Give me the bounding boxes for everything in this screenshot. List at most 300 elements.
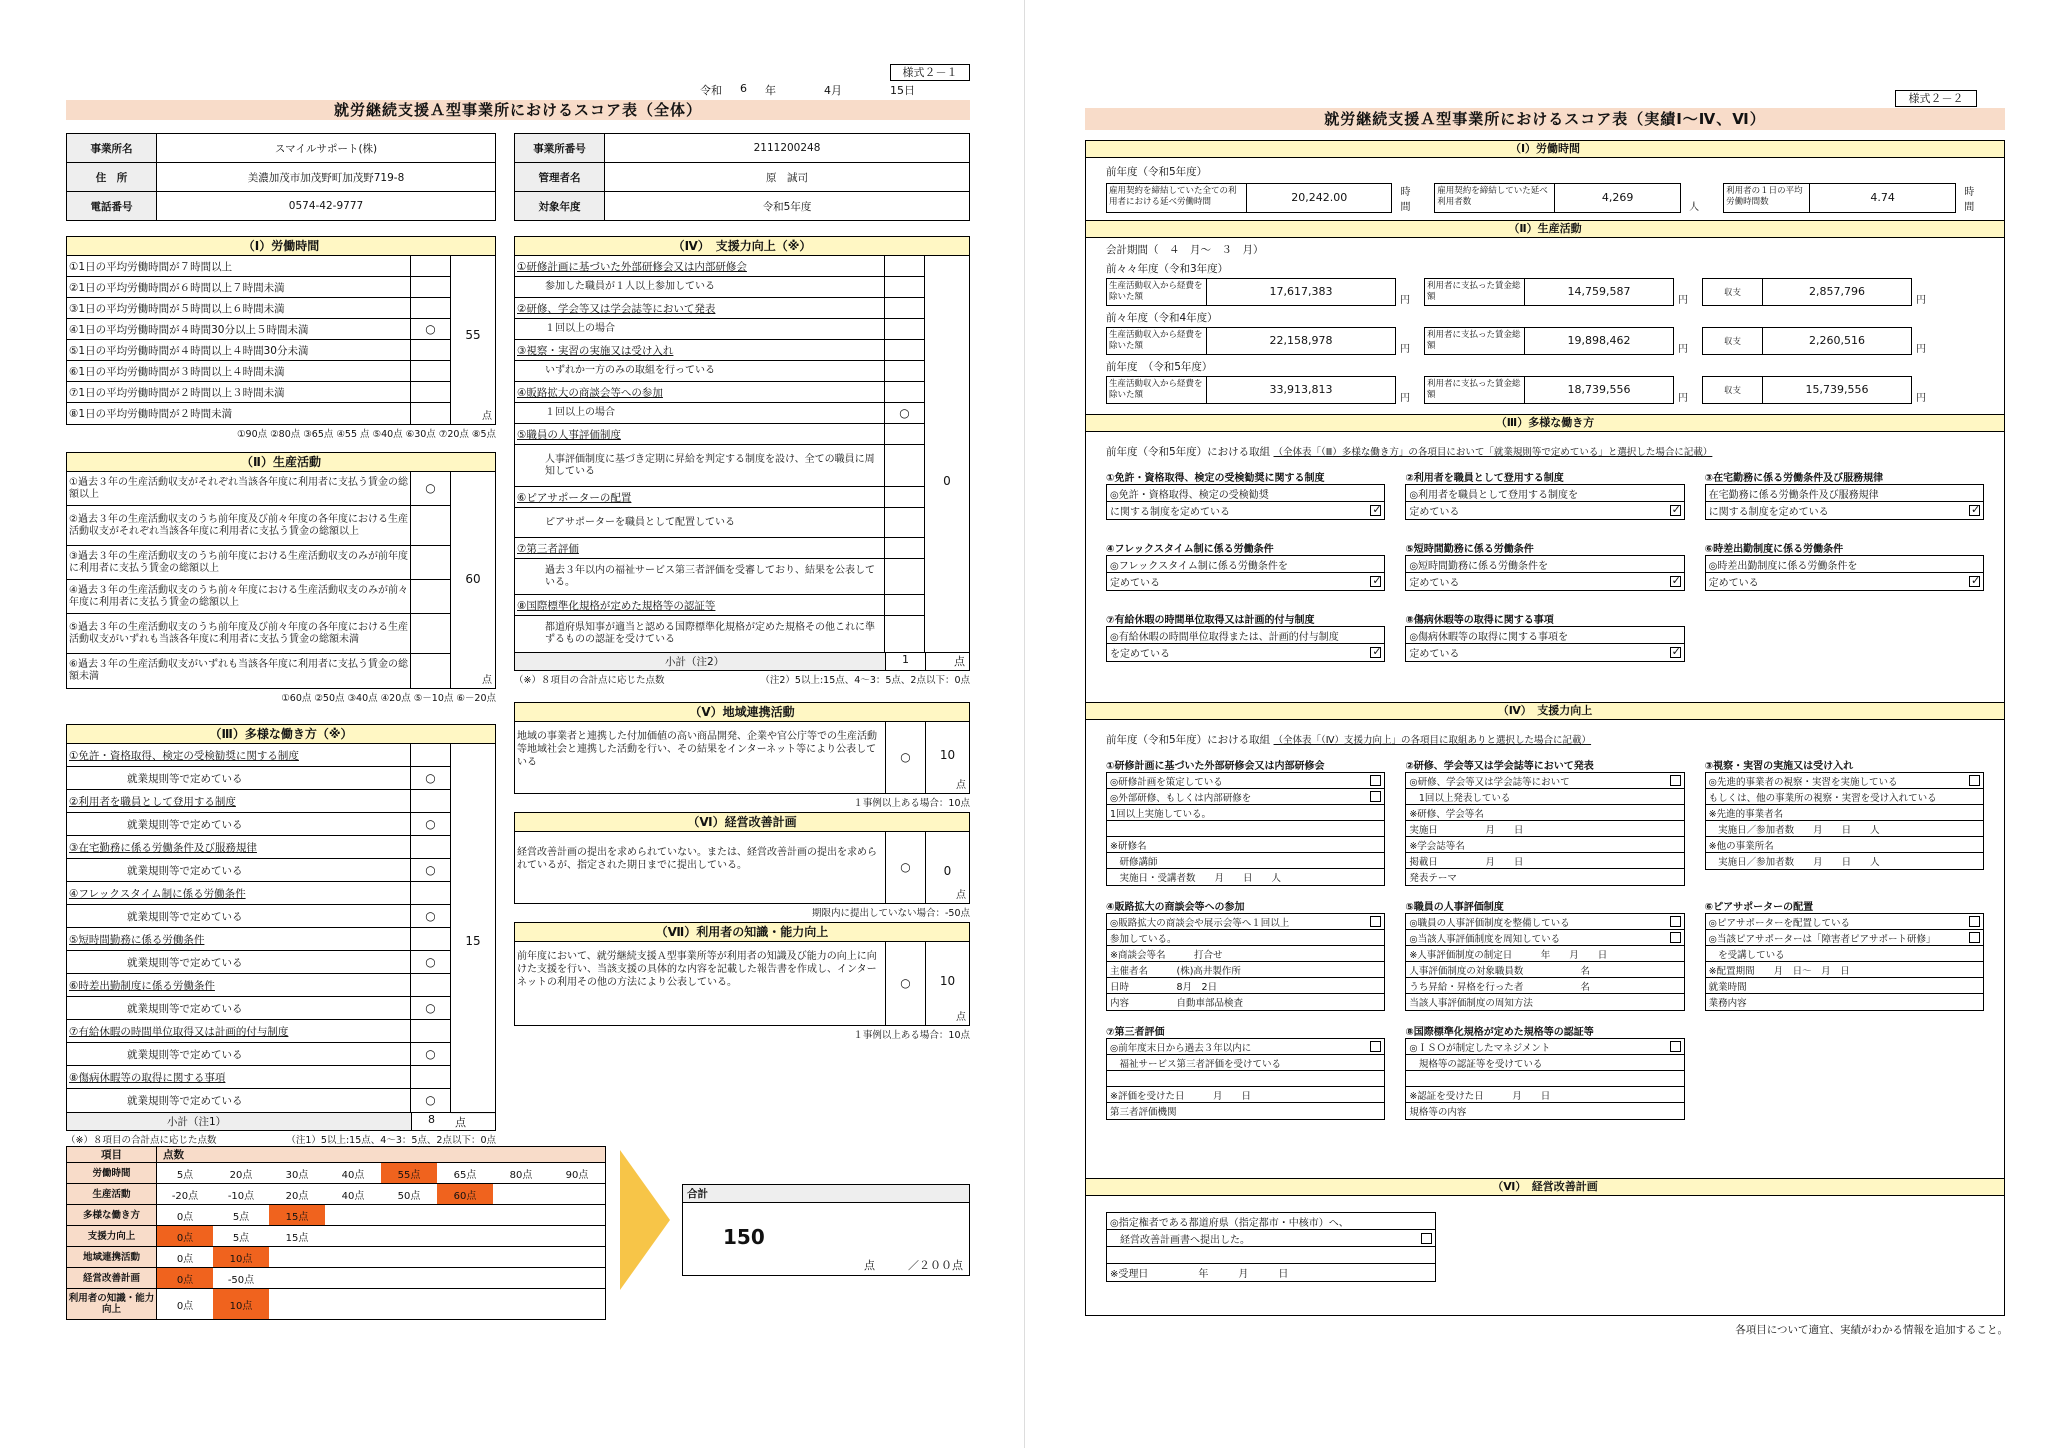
r-s4-grid	[1106, 757, 1984, 1120]
summary-cell: 0点	[176, 1300, 194, 1312]
sec1-item: ③1日の平均労働時間が５時間以上６時間未満	[67, 298, 450, 319]
sec1-items	[67, 256, 451, 424]
sec4-block	[514, 236, 970, 686]
sec6-unit: 点	[956, 890, 966, 901]
sec4-item-row: 人事評価制度に基づき定期に昇給を判定する制度を設け、全ての職員に周知している	[515, 445, 924, 487]
sec3-body	[66, 744, 496, 1113]
sec1-title: （Ⅰ）労働時間	[66, 236, 496, 256]
r-s4-item-box: ◎研修、学会等又は学会誌等において 1回以上発表している ※研修、学会等名 実施日 月 日 ※学会誌等名 掲載日 月 日 発表テーマ	[1405, 772, 1684, 886]
address-value: 美濃加茂市加茂野町加茂野719-8	[157, 163, 496, 192]
sec3-item-heading: ⑦有給休暇の時間単位取得又は計画的付与制度	[67, 1020, 450, 1043]
date-year: 6	[740, 82, 747, 95]
info-table-right	[514, 133, 970, 221]
r-s6-body	[1086, 1196, 2004, 1298]
unit: 円	[1400, 393, 1410, 404]
sec4-items	[515, 256, 925, 652]
checkbox[interactable]	[1969, 916, 1980, 927]
summary-row	[67, 1289, 605, 1319]
sec4-item-heading: ⑤職員の人事評価制度	[515, 424, 924, 445]
r-s4-item-box: ◎ピアサポーターを配置している ◎当該ピアサポーターは「障害者ピアサポート研修」 を受講している ※配置期間 月 日～ 月 日 就業時間 業務内容	[1705, 913, 1984, 1011]
r-s4-item-heading: ②研修、学会等又は学会誌等において発表	[1405, 761, 1594, 772]
sec3-item-row: 就業規則等で定めている ○	[67, 997, 450, 1020]
address-label: 住 所	[67, 163, 157, 192]
sec4-score: 0	[943, 474, 951, 488]
sec7-unit: 点	[956, 1012, 966, 1023]
sec4-item-row: １回以上の場合	[515, 319, 924, 340]
r-s3-item	[1106, 611, 1385, 662]
checkbox[interactable]	[1670, 1041, 1681, 1052]
checkbox-checked[interactable]	[1670, 505, 1681, 516]
checkbox-checked[interactable]	[1670, 647, 1681, 658]
r-s2-year-row	[1106, 376, 1984, 404]
r-s3-item-box: ◎利用者を職員として登用する制度を 定めている ✓	[1405, 484, 1684, 520]
sec5-note: １事例以上ある場合：10点	[853, 798, 970, 809]
summary-row	[67, 1163, 605, 1184]
sec4-item-row: いずれか一方のみの取組を行っている	[515, 361, 924, 382]
sec4-item-row: 都道府県知事が適当と認める国際標準化規格が定めた規格その他これに準ずるものの認証を受けている	[515, 616, 924, 652]
sec4-item-row: １回以上の場合 ○	[515, 403, 924, 424]
r-s3-intro: 前年度（令和5年度）における取組	[1106, 446, 1271, 458]
r-s3-body	[1086, 432, 2004, 702]
sec3-unit: 点	[451, 1114, 495, 1130]
r-s6-line: 経営改善計画書へ提出した。	[1107, 1230, 1435, 1247]
summary-cell: 5点	[232, 1232, 250, 1244]
sec4-item-heading: ⑦第三者評価	[515, 538, 924, 559]
sec7-text: 前年度において、就労継続支援Ａ型事業所等が利用者の知識及び能力の向上に向けた支援を行い、当該支援の具体的な内容を記載した報告書を作成し、インターネットの利用その他の方法により公表している。	[517, 951, 877, 988]
summary-cell: 0点	[157, 1226, 213, 1246]
checkbox[interactable]	[1370, 916, 1381, 927]
r-s3-item-box: 在宅勤務に係る労働条件及び服務規律 に関する制度を定めている ✓	[1705, 484, 1984, 520]
r-s1-values	[1106, 183, 1984, 213]
sec4-note-right: （注2）5以上:15点、4～3：5点、2点以下：0点	[760, 675, 970, 686]
sec3-item-heading: ⑧傷病休暇等の取得に関する事項	[67, 1066, 450, 1089]
unit: 円	[1678, 295, 1688, 306]
r-s4-intro-small: （全体表「（Ⅳ）支援力向上」の各項目に取組ありと選択した場合に記載）	[1273, 735, 1592, 746]
sec7-body	[514, 942, 970, 1026]
sec3-note-right: （注1）5以上:15点、4～3：5点、2点以下：0点	[286, 1135, 496, 1146]
sec4-subtotal-value: 1	[885, 653, 925, 670]
right-page	[1024, 0, 2048, 1448]
sec2-unit: 点	[482, 675, 492, 686]
sec4-item-heading: ⑧国際標準化規格が定めた規格等の認証等	[515, 595, 924, 616]
sec1-item: ⑥1日の平均労働時間が３時間以上４時間未満	[67, 361, 450, 382]
r-s1-b: 雇用契約を締結していた延べ利用者数 4,269	[1434, 183, 1681, 213]
sec2-item: ⑤過去３年の生産活動収支のうち前年度及び前々年度の各年度における生産活動収支がいずれも当該各年度に利用者に支払う賃金の総額未満	[67, 614, 450, 654]
sec4-item-row: 参加した職員が１人以上参加している	[515, 277, 924, 298]
sec1-unit: 点	[482, 411, 492, 422]
r-s2-b: 利用者に支払った賃金総額 18,739,556	[1424, 376, 1674, 404]
summary-cell: 15点	[269, 1205, 325, 1225]
info-table-left	[66, 133, 496, 221]
office-value: スマイルサポート(株)	[157, 134, 496, 163]
sec4-item-heading: ③視察・実習の実施又は受け入れ	[515, 340, 924, 361]
sec7-score: 10	[939, 974, 956, 988]
sec3-item-row: 就業規則等で定めている ○	[67, 1089, 450, 1112]
r-s4-item	[1405, 757, 1684, 886]
summary-row	[67, 1184, 605, 1205]
office-label: 事業所名	[67, 134, 157, 163]
sec3-item-heading: ②利用者を職員として登用する制度	[67, 790, 450, 813]
unit: 円	[1678, 393, 1688, 404]
total-suffix: 点 ／２００点	[864, 1259, 963, 1272]
summary-cell: 40点	[341, 1190, 365, 1202]
r-s2-year-label: 前々年度（令和4年度）	[1106, 312, 1218, 324]
sec1-score: 55	[465, 328, 481, 342]
r-s4-item-box: ◎職員の人事評価制度を整備している ◎当該人事評価制度を周知している ※人事評価制度の制定日 年 月 日 人事評価制度の対象職員数 名 うち昇給・昇格を行った者 名 当該人事評価制度の周知方法	[1405, 913, 1684, 1011]
r-s4-body	[1086, 720, 2004, 1178]
r-s4-item-heading: ①研修計画に基づいた外部研修会又は内部研修会	[1106, 761, 1325, 772]
sec5-text: 地域の事業者と連携した付加価値の高い商品開発、企業や官公庁等での生産活動等地域社会と連携した活動を行い、その結果をインターネット等により公表している	[517, 731, 877, 768]
number-label: 事業所番号	[515, 134, 605, 163]
sec3-subtotal-label: 小計（注1）	[167, 1116, 227, 1128]
sec4-notes	[514, 672, 970, 686]
sec2-item: ①過去３年の生産活動収支がそれぞれ当該各年度に利用者に支払う賃金の総額以上 ○	[67, 472, 450, 506]
summary-row-label: 生産活動	[67, 1184, 157, 1204]
r-s3-item-heading: ③在宅勤務に係る労働条件及び服務規律	[1704, 473, 1884, 484]
r-s2-b: 利用者に支払った賃金総額 19,898,462	[1424, 327, 1674, 355]
summary-cell: -10点	[227, 1190, 255, 1202]
sec4-item-heading: ⑥ピアサポーターの配置	[515, 487, 924, 508]
form-date	[700, 82, 915, 98]
r-s3-item-box: ◎傷病休暇等の取得に関する事項を 定めている ✓	[1405, 626, 1684, 662]
r-s6-line: ※受理日 年 月 日	[1110, 1269, 1289, 1280]
year-label: 対象年度	[515, 192, 605, 221]
sec1-item: ②1日の平均労働時間が６時間以上７時間未満	[67, 277, 450, 298]
r-s6-box	[1106, 1212, 1436, 1282]
r-s2-title: （Ⅱ）生産活動	[1086, 220, 2004, 238]
r-s2-c: 収支 2,857,796	[1702, 278, 1912, 306]
sec3-item-heading: ①免許・資格取得、検定の受検勧奨に関する制度	[67, 744, 450, 767]
r-s4-intro: 前年度（令和5年度）における取組	[1106, 734, 1271, 746]
summary-cell: 15点	[285, 1232, 309, 1244]
r-s4-item-heading: ③視察・実習の実施又は受け入れ	[1704, 761, 1854, 772]
sec5-score-col	[925, 722, 969, 793]
manager-value: 原 誠司	[605, 163, 970, 192]
r-s4-item	[1405, 1023, 1684, 1120]
checkbox[interactable]	[1670, 932, 1681, 943]
r-s2-a: 生産活動収入から経費を除いた額 17,617,383	[1106, 278, 1396, 306]
checkbox-checked[interactable]	[1969, 576, 1980, 587]
summary-cell: -20点	[171, 1190, 199, 1202]
r-s4-item-heading: ④販路拡大の商談会等への参加	[1106, 902, 1245, 913]
checkbox[interactable]	[1421, 1233, 1432, 1244]
r-s4-title: （Ⅳ） 支援力向上	[1086, 702, 2004, 720]
r-s4-item	[1705, 757, 1984, 886]
sec5-unit: 点	[956, 780, 966, 791]
right-footer: 各項目について適宜、実績がわかる情報を追加すること。	[1735, 1324, 2008, 1336]
r-s3-item-box: ◎時差出勤制度に係る労働条件を 定めている ✓	[1705, 555, 1984, 591]
phone-value: 0574-42-9777	[157, 192, 496, 221]
summary-row	[67, 1205, 605, 1226]
sec1-body	[66, 256, 496, 425]
summary-row-label: 労働時間	[67, 1163, 157, 1183]
sec4-title: （Ⅳ） 支援力向上（※）	[514, 236, 970, 256]
sec3-notes	[66, 1132, 496, 1146]
sec3-item-row: 就業規則等で定めている ○	[67, 905, 450, 928]
sec2-note: ①60点 ②50点 ③40点 ④20点 ⑤－10点 ⑥－20点	[281, 693, 496, 704]
r-s3-item-heading: ⑧傷病休暇等の取得に関する事項	[1405, 615, 1554, 626]
summary-cell: 65点	[453, 1169, 477, 1181]
unit: 円	[1678, 344, 1688, 355]
summary-cell: 80点	[509, 1169, 533, 1181]
r-s4-item	[1405, 898, 1684, 1011]
sec2-score: 60	[465, 572, 481, 586]
summary-table	[66, 1146, 606, 1320]
arrow-shape	[620, 1150, 670, 1290]
summary-cell: 10点	[213, 1289, 269, 1319]
sec1-item: ①1日の平均労働時間が７時間以上	[67, 256, 450, 277]
sec3-item-heading: ④フレックスタイム制に係る労働条件	[67, 882, 450, 905]
r-s4-item-heading: ⑥ピアサポーターの配置	[1704, 902, 1814, 913]
summary-col2: 点数	[163, 1149, 184, 1161]
r-s2-years	[1106, 261, 1984, 404]
r-s6-line	[1107, 1247, 1435, 1264]
sec6-score: 0	[943, 864, 952, 878]
r-s1-title: （Ⅰ）労働時間	[1086, 141, 2004, 158]
sec6-title: （Ⅵ）経営改善計画	[514, 812, 970, 832]
sec4-item-heading: ④販路拡大の商談会等への参加	[515, 382, 924, 403]
r-s3-item-heading: ①免許・資格取得、検定の受検勧奨に関する制度	[1106, 473, 1325, 484]
checkbox-checked[interactable]	[1370, 647, 1381, 658]
date-month: 4月	[824, 84, 842, 97]
unit: 円	[1916, 344, 1926, 355]
r-s4-item-box: ◎ＩＳＯが制定したマネジメント 規格等の認証等を受けている ※認証を受けた日 月 日 規格等の内容	[1405, 1038, 1684, 1120]
summary-row	[67, 1268, 605, 1289]
r-s4-item-heading: ⑤職員の人事評価制度	[1405, 902, 1504, 913]
r-s1-a: 雇用契約を締結していた全ての利用者における延べ労働時間 20,242.00	[1106, 183, 1392, 213]
sec4-item-row: ピアサポーターを職員として配置している	[515, 508, 924, 538]
r-s3-item-box: ◎フレックスタイム制に係る労働条件を 定めている ✓	[1106, 555, 1385, 591]
sec4-subtotal-label: 小計（注2）	[665, 656, 725, 668]
total-value: 150	[723, 1225, 765, 1249]
r-s4-item	[1106, 1023, 1385, 1120]
number-value: 2111200248	[605, 134, 970, 163]
sec2-score-col	[451, 472, 495, 688]
summary-cell: 5点	[176, 1169, 194, 1181]
phone-label: 電話番号	[67, 192, 157, 221]
sec2-items	[67, 472, 451, 688]
sec3-score: 15	[465, 934, 481, 948]
r-s3-item-box: ◎短時間勤務に係る労働条件を 定めている ✓	[1405, 555, 1684, 591]
r-s3-item-heading: ⑦有給休暇の時間単位取得又は計画的付与制度	[1106, 615, 1315, 626]
sec4-score-col	[925, 256, 969, 652]
unit: 円	[1400, 344, 1410, 355]
r-s4-intro-line	[1106, 732, 1984, 747]
sec5-mark: ○	[885, 722, 925, 793]
summary-header	[67, 1147, 605, 1163]
r-s2-year-label: 前々々年度（令和3年度）	[1106, 263, 1229, 275]
right-title: 就労継続支援Ａ型事業所におけるスコア表（実績Ⅰ～Ⅳ、Ⅵ）	[1085, 108, 2005, 130]
sec3-item-row: 就業規則等で定めている ○	[67, 813, 450, 836]
r-s2-a: 生産活動収入から経費を除いた額 33,913,813	[1106, 376, 1396, 404]
sec2-item: ③過去３年の生産活動収支のうち前年度における生産活動収支のみが前年度に利用者に支払う賃金の総額以上	[67, 546, 450, 580]
checkbox[interactable]	[1969, 932, 1980, 943]
r-s3-intro-line	[1106, 444, 1984, 459]
r-s4-item	[1106, 757, 1385, 886]
summary-row	[67, 1226, 605, 1247]
r-s3-item	[1106, 540, 1385, 591]
sec4-note-left: （※）８項目の合計点に応じた点数	[514, 675, 665, 686]
r-s3-item	[1705, 469, 1984, 520]
sec3-title: （Ⅲ）多様な働き方（※）	[66, 724, 496, 744]
sec2-item: ④過去３年の生産活動収支のうち前々年度における生産活動収支のみが前々年度に利用者に支払う賃金の総額以上	[67, 580, 450, 614]
r-s3-item	[1405, 611, 1684, 662]
r-s4-item	[1705, 898, 1984, 1011]
r-s3-item-box: ◎有給休暇の時間単位取得または、計画的付与制度 を定めている ✓	[1106, 626, 1385, 662]
sec3-item-heading: ③在宅勤務に係る労働条件及び服務規律	[67, 836, 450, 859]
summary-cell: 0点	[157, 1268, 213, 1288]
sec6-body	[514, 832, 970, 904]
summary-cell: 30点	[285, 1169, 309, 1181]
form-id-tag: 様式２－１	[890, 64, 970, 81]
left-title: 就労継続支援Ａ型事業所におけるスコア表（全体）	[66, 100, 970, 120]
summary-rows	[67, 1163, 605, 1319]
sec4-item-row: 過去３年以内の福祉サービス第三者評価を受審しており、結果を公表している。	[515, 559, 924, 595]
sec3-items	[67, 744, 451, 1112]
sec4-unit: 点	[925, 653, 969, 670]
r-s3-item	[1405, 469, 1684, 520]
r-s2-year-row	[1106, 278, 1984, 306]
unit: 円	[1916, 393, 1926, 404]
sec6-text: 経営改善計画の提出を求められていない。または、経営改善計画の提出を求められているが、指定された期日までに提出している。	[517, 847, 877, 871]
sec4-body	[514, 256, 970, 653]
r-s4-item-heading: ⑧国際標準化規格が定めた規格等の認証等	[1405, 1027, 1594, 1038]
r-s4-item-box: ◎研修計画を策定している ◎外部研修、もしくは内部研修を 1回以上実施している。 ※研修名 研修講師 実施日・受講者数 月 日 人	[1106, 772, 1385, 886]
year-value: 令和5年度	[605, 192, 970, 221]
summary-cell: 55点	[381, 1163, 437, 1183]
checkbox[interactable]	[1670, 916, 1681, 927]
sec3-item-heading: ⑤短時間勤務に係る労働条件	[67, 928, 450, 951]
r-s2-period: 会計期間（ ４ 月～ ３ 月）	[1106, 244, 1264, 256]
date-era: 令和	[700, 84, 722, 97]
sec3-block	[66, 724, 496, 1146]
r-s1-c: 利用者の１日の平均労働時間数 4.74	[1723, 183, 1956, 213]
summary-col1: 項目	[67, 1147, 157, 1162]
sec5-title: （Ⅴ）地域連携活動	[514, 702, 970, 722]
summary-cell: 0点	[176, 1253, 194, 1265]
sec5-score: 10	[939, 748, 956, 762]
r-s6-title: （Ⅵ） 経営改善計画	[1086, 1178, 2004, 1196]
right-form-id-tag: 様式２－２	[1895, 90, 1977, 107]
right-frame	[1085, 140, 2005, 1316]
r-s3-title: （Ⅲ）多様な働き方	[1086, 414, 2004, 432]
sec4-subtotal-row	[514, 653, 970, 671]
checkbox[interactable]	[1370, 775, 1381, 786]
sec4-item-heading: ①研修計画に基づいた外部研修会又は内部研修会	[515, 256, 924, 277]
summary-cell: 40点	[341, 1169, 365, 1181]
r-s2-year-row	[1106, 327, 1984, 355]
r-s1-a-unit: 時間	[1400, 187, 1411, 213]
date-year-unit: 年	[765, 84, 776, 97]
r-s1-b-unit: 人	[1689, 202, 1700, 213]
sec3-subtotal-row	[66, 1113, 496, 1131]
sec1-item: ④1日の平均労働時間が４時間30分以上５時間未満 ○	[67, 319, 450, 340]
summary-cell: 20点	[285, 1190, 309, 1202]
sec6-note: 期限内に提出していない場合：-50点	[811, 908, 970, 919]
sec7-block	[514, 922, 970, 1041]
summary-cell: 10点	[213, 1247, 269, 1267]
checkbox-checked[interactable]	[1670, 576, 1681, 587]
r-s3-item-heading: ⑤短時間勤務に係る労働条件	[1405, 544, 1534, 555]
r-s2-c: 収支 2,260,516	[1702, 327, 1912, 355]
sec7-score-col	[925, 942, 969, 1025]
summary-cell: 90点	[565, 1169, 589, 1181]
summary-cell: 60点	[437, 1184, 493, 1204]
r-s3-item-heading: ⑥時差出勤制度に係る労働条件	[1704, 544, 1844, 555]
sec2-title: （Ⅱ）生産活動	[66, 452, 496, 472]
sec7-title: （Ⅶ）利用者の知識・能力向上	[514, 922, 970, 942]
total-box	[682, 1184, 970, 1276]
unit: 円	[1916, 295, 1926, 306]
sec4-item-heading: ②研修、学会等又は学会誌等において発表	[515, 298, 924, 319]
summary-cell: 50点	[397, 1190, 421, 1202]
r-s3-item-heading: ②利用者を職員として登用する制度	[1405, 473, 1564, 484]
checkbox-checked[interactable]	[1969, 505, 1980, 516]
r-s3-intro-small: （全体表「（Ⅲ）多様な働き方」の各項目において「就業規則等で定めている」と選択した場合に記載）	[1273, 447, 1713, 458]
r-s1-c-unit: 時間	[1964, 187, 1975, 213]
r-s2-b: 利用者に支払った賃金総額 14,759,587	[1424, 278, 1674, 306]
summary-cell: 5点	[232, 1211, 250, 1223]
date-day: 15日	[890, 84, 915, 97]
summary-row	[67, 1247, 605, 1268]
r-s3-item-box: ◎免許・資格取得、検定の受検勧奨 に関する制度を定めている ✓	[1106, 484, 1385, 520]
sec2-item: ⑥過去３年の生産活動収支がいずれも当該各年度に利用者に支払う賃金の総額未満	[67, 654, 450, 688]
summary-cell: 20点	[229, 1169, 253, 1181]
unit: 円	[1400, 295, 1410, 306]
sec3-item-row: 就業規則等で定めている ○	[67, 767, 450, 790]
r-s3-item-heading: ④フレックスタイム制に係る労働条件	[1106, 544, 1274, 555]
sec1-item: ⑤1日の平均労働時間が４時間以上４時間30分未満	[67, 340, 450, 361]
sec3-subtotal-value: 8	[411, 1113, 451, 1130]
sec7-mark: ○	[885, 942, 925, 1025]
sec2-body	[66, 472, 496, 689]
r-s4-item-box: ◎先進的事業者の視察・実習を実施している もしくは、他の事業所の視察・実習を受け入れている ※先進的事業者名 実施日／参加者数 月 日 人 ※他の事業所名 実施日／参加者数 月 日 人	[1705, 772, 1984, 870]
sec6-score-col	[925, 832, 969, 903]
sec1-score-col	[451, 256, 495, 424]
r-s1-body	[1086, 158, 2004, 220]
checkbox-checked[interactable]	[1370, 505, 1381, 516]
sec1-block	[66, 236, 496, 440]
r-s3-item	[1106, 469, 1385, 520]
checkbox-checked[interactable]	[1370, 576, 1381, 587]
sec3-item-row: 就業規則等で定めている ○	[67, 859, 450, 882]
checkbox[interactable]	[1969, 775, 1980, 786]
sec5-block	[514, 702, 970, 809]
summary-cell: 0点	[176, 1211, 194, 1223]
manager-label: 管理者名	[515, 163, 605, 192]
r-s4-item-heading: ⑦第三者評価	[1106, 1027, 1165, 1038]
r-s4-item-box: ◎販路拡大の商談会や展示会等へ１回以上 参加している。 ※商談会等名 打合せ 主催者名 (株)高井製作所 日時 8月 2日 内容 自動車部品検査	[1106, 913, 1385, 1011]
sec2-block	[66, 452, 496, 704]
checkbox[interactable]	[1670, 775, 1681, 786]
checkbox[interactable]	[1370, 1041, 1381, 1052]
summary-row-label: 支援力向上	[67, 1226, 157, 1246]
summary-row-label: 利用者の知識・能力向上	[67, 1289, 157, 1319]
total-label: 合計	[683, 1185, 969, 1203]
r-s2-c: 収支 15,739,556	[1702, 376, 1912, 404]
r-s1-year: 前年度（令和5年度）	[1106, 166, 1208, 178]
sec3-item-heading: ⑥時差出勤制度に係る労働条件	[67, 974, 450, 997]
summary-row-label: 経営改善計画	[67, 1268, 157, 1288]
summary-row-label: 地域連携活動	[67, 1247, 157, 1267]
r-s3-item	[1405, 540, 1684, 591]
r-s4-item-box: ◎前年度末日から過去３年以内に 福祉サービス第三者評価を受けている ※評価を受けた日 月 日 第三者評価機関	[1106, 1038, 1385, 1120]
sec1-item: ⑧1日の平均労働時間が２時間未満	[67, 403, 450, 424]
checkbox[interactable]	[1370, 791, 1381, 802]
sec5-body	[514, 722, 970, 794]
sec1-note: ①90点 ②80点 ③65点 ④55 点 ⑤40点 ⑥30点 ⑦20点 ⑧5点	[237, 429, 496, 440]
r-s2-a: 生産活動収入から経費を除いた額 22,158,978	[1106, 327, 1396, 355]
